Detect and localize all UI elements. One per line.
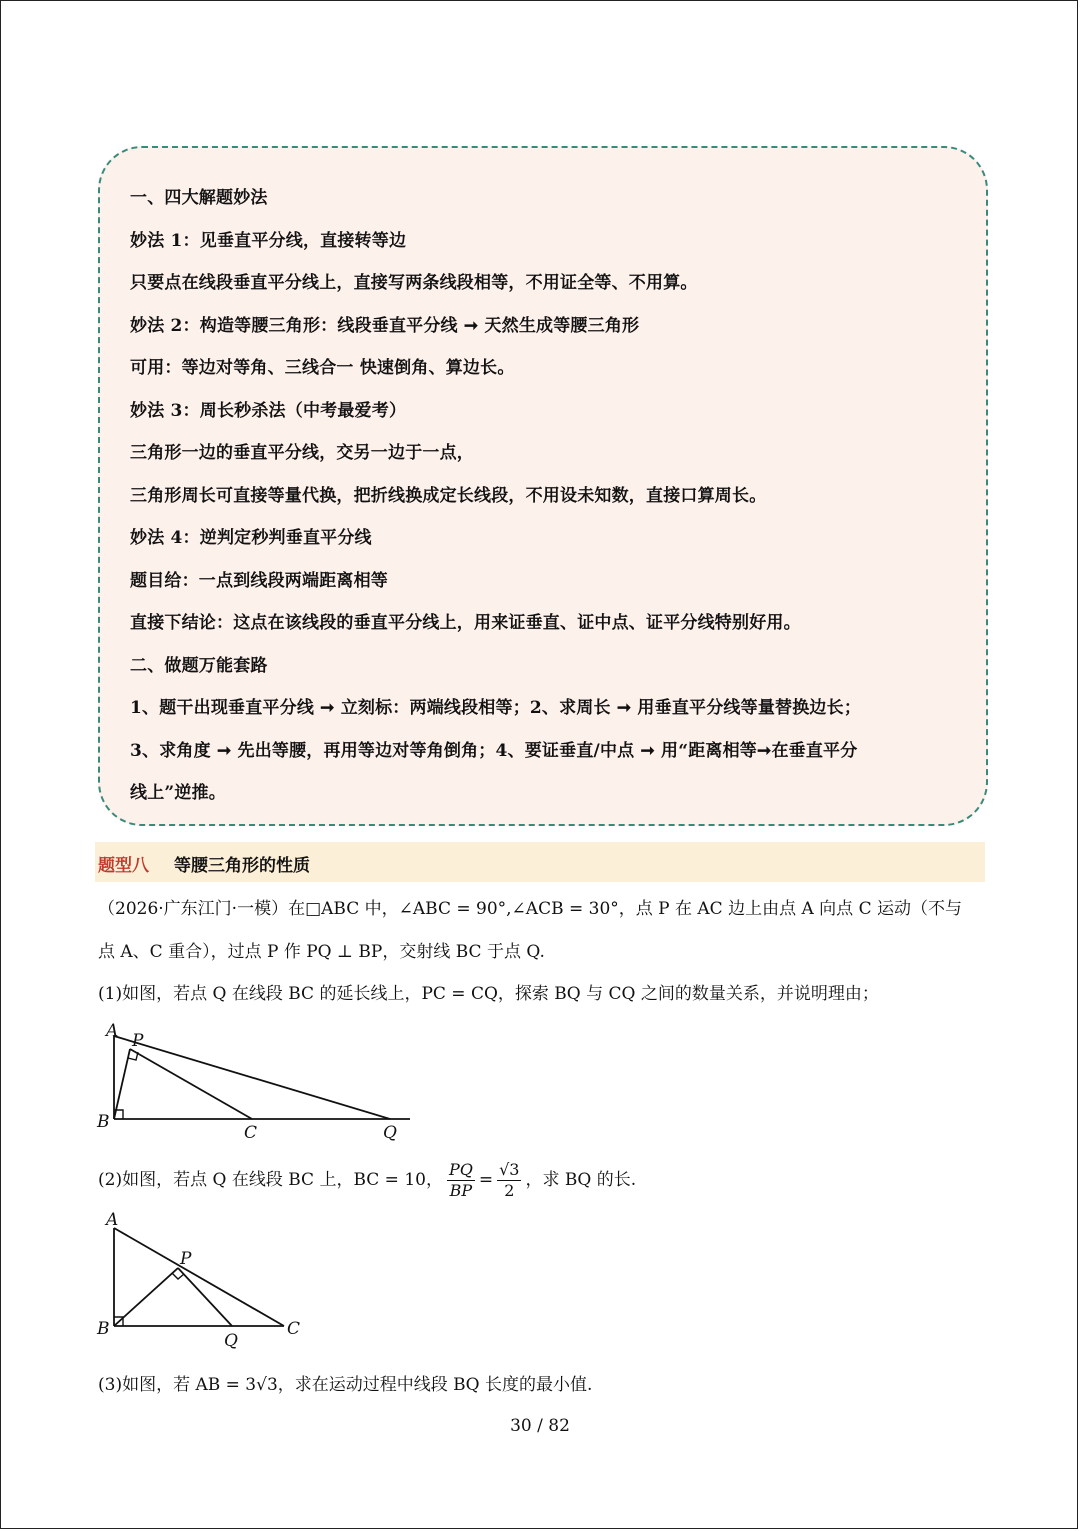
fraction-sqrt3-2: [497, 1160, 521, 1201]
fig1-label-C: C: [244, 1123, 258, 1143]
figure-1: [90, 1018, 420, 1148]
problem-intro-line-1: （2026·广东江门·一模）在□ABC 中，∠ABC = 90°,∠ACB = 30°，点 P 在 AC 边上由点 A 向点 C 运动（不与: [98, 899, 962, 919]
problem-intro-line-2: 点 A、C 重合），过点 P 作 PQ ⊥ BP，交射线 BC 于点 Q.: [98, 942, 545, 962]
fig2-line-AC: [114, 1228, 284, 1326]
tips-routine-1: 1、题干出现垂直平分线 ➞ 立刻标：两端线段相等；2、求周长 ➞ 用垂直平分线等量替换边长；: [130, 698, 862, 718]
tips-method-3-title: 妙法 3：周长秒杀法（中考最爱考）: [130, 401, 407, 421]
fig2-label-C: C: [287, 1319, 301, 1339]
fig1-label-B: B: [97, 1112, 110, 1132]
fig2-label-P: P: [180, 1249, 192, 1269]
fig1-label-Q: Q: [383, 1123, 397, 1143]
problem-part-1: (1)如图，若点 Q 在线段 BC 的延长线上，PC = CQ，探索 BQ 与 CQ 之间的数量关系，并说明理由；: [98, 984, 879, 1004]
tips-method-2-title: 妙法 2：构造等腰三角形：线段垂直平分线 ➞ 天然生成等腰三角形: [130, 316, 640, 336]
fig2-label-A: A: [106, 1210, 119, 1230]
fraction-denominator: BP: [449, 1181, 473, 1200]
fig2-label-Q: Q: [224, 1331, 238, 1351]
tips-method-3-text-2: 三角形周长可直接等量代换，把折线换成定长线段，不用设未知数，直接口算周长。: [130, 486, 767, 506]
section-title: 等腰三角形的性质: [174, 856, 310, 876]
tips-method-1-title: 妙法 1：见垂直平分线，直接转等边: [130, 231, 407, 251]
fig1-line-AQ: [114, 1036, 390, 1119]
tips-heading-methods: 一、四大解题妙法: [130, 188, 268, 208]
fig1-label-A: A: [106, 1021, 119, 1041]
figure-2: [90, 1208, 320, 1353]
tips-method-3-text-1: 三角形一边的垂直平分线，交另一边于一点，: [130, 443, 474, 463]
part2-equals: =: [478, 1170, 494, 1190]
fraction-pq-bp: [447, 1160, 475, 1201]
fig2-right-angle-P: [172, 1273, 184, 1279]
tips-method-4-text-2: 直接下结论：这点在该线段的垂直平分线上，用来证垂直、证中点、证平分线特别好用。: [130, 613, 801, 633]
tips-method-1-text: 只要点在线段垂直平分线上，直接写两条线段相等，不用证全等、不用算。: [130, 273, 698, 293]
tips-method-4-text-1: 题目给：一点到线段两端距离相等: [130, 571, 388, 591]
fraction-two: 2: [504, 1181, 515, 1200]
tips-method-4-title: 妙法 4：逆判定秒判垂直平分线: [130, 528, 372, 548]
fraction-sqrt3: √3: [499, 1160, 520, 1179]
problem-part-3: (3)如图，若 AB = 3√3，求在运动过程中线段 BQ 长度的最小值.: [98, 1375, 593, 1395]
page-number: 30 / 82: [510, 1416, 570, 1436]
part2-prefix: (2)如图，若点 Q 在线段 BC 上，BC = 10，: [98, 1170, 443, 1190]
fig1-line-BP: [114, 1049, 130, 1119]
fig2-line-PQ: [178, 1268, 232, 1326]
problem-part-2: [98, 1160, 636, 1201]
tips-routine-2: 3、求角度 ➞ 先出等腰，再用等边对等角倒角；4、要证垂直/中点 ➞ 用“距离相等➞在垂直平分: [130, 741, 858, 761]
fraction-numerator: PQ: [448, 1160, 473, 1179]
tips-method-2-text: 可用：等边对等角、三线合一 快速倒角、算边长。: [130, 358, 515, 378]
fig1-label-P: P: [132, 1031, 144, 1051]
section-tag: 题型八: [98, 856, 149, 876]
tips-heading-routine: 二、做题万能套路: [130, 656, 268, 676]
tips-routine-3: 线上”逆推。: [130, 783, 226, 803]
part2-suffix: ，求 BQ 的长.: [525, 1170, 637, 1190]
fig2-label-B: B: [97, 1319, 110, 1339]
